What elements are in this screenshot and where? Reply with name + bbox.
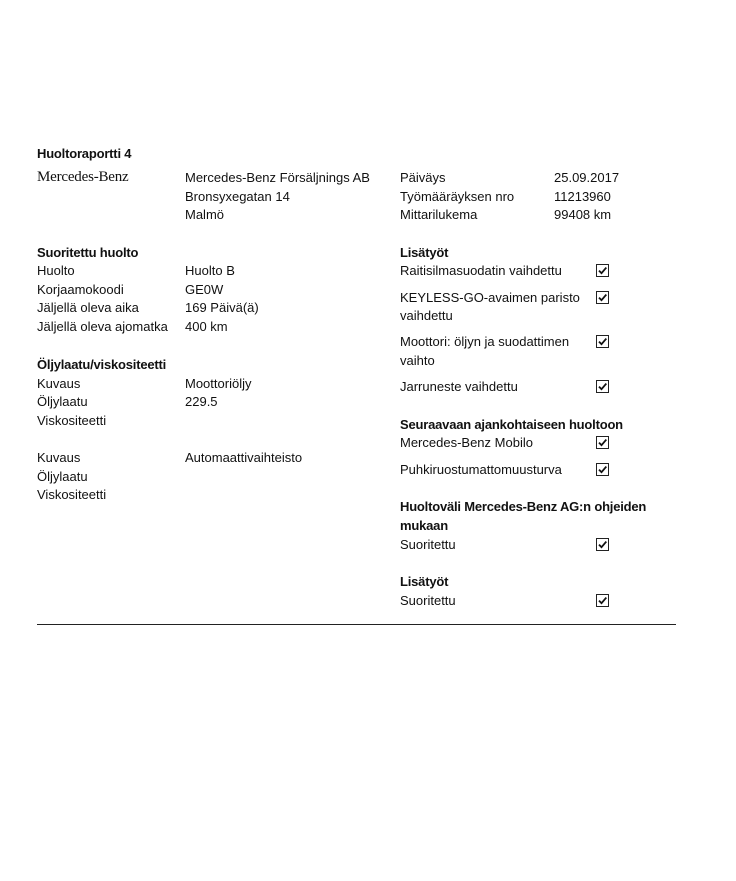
date-value: 25.09.2017 bbox=[554, 170, 620, 185]
checkmark-icon bbox=[597, 595, 608, 606]
interval-done-label: Suoritettu bbox=[400, 537, 456, 552]
remaining-distance-label: Jäljellä oleva ajomatka bbox=[37, 319, 168, 334]
next-service-heading: Seuraavaan ajankohtaiseen huoltoon bbox=[400, 417, 623, 432]
extra-work2-heading: Lisätyöt bbox=[400, 574, 449, 589]
extra-work-item-1-label: Raitisilmasuodatin vaihdettu bbox=[400, 263, 562, 278]
oil-heading: Öljylaatu/viskositeetti bbox=[37, 357, 167, 372]
interval-heading: Huoltoväli Mercedes-Benz AG:n ohjeiden bbox=[400, 499, 647, 514]
extra-work-item-3-label: Moottori: öljyn ja suodattimen bbox=[400, 334, 570, 349]
checkmark-icon bbox=[597, 539, 608, 550]
oil2-viscosity-label: Viskositeetti bbox=[37, 487, 107, 502]
dealer-city: Malmö bbox=[185, 207, 225, 222]
extra-work-item-2-label: KEYLESS-GO-avaimen paristo bbox=[400, 290, 580, 305]
dealer-street: Bronsyxegatan 14 bbox=[185, 189, 290, 204]
checkmark-icon bbox=[597, 464, 608, 475]
dealer-name: Mercedes-Benz Försäljnings AB bbox=[185, 170, 370, 185]
extra-work-item-1-checkbox[interactable] bbox=[596, 264, 609, 277]
checkmark-icon bbox=[597, 437, 608, 448]
order-number-label: Työmääräyksen nro bbox=[400, 189, 515, 204]
oil2-description-label: Kuvaus bbox=[37, 450, 81, 465]
checkmark-icon bbox=[597, 292, 608, 303]
rust-warranty-checkbox[interactable] bbox=[596, 463, 609, 476]
date-label: Päiväys bbox=[400, 170, 446, 185]
interval-heading-cont: mukaan bbox=[400, 518, 448, 533]
report-title: Huoltoraportti 4 bbox=[37, 146, 132, 161]
checkmark-icon bbox=[597, 336, 608, 347]
order-number-value: 11213960 bbox=[554, 189, 611, 204]
remaining-distance-value: 400 km bbox=[185, 319, 228, 334]
oil1-description-label: Kuvaus bbox=[37, 376, 81, 391]
mileage-label: Mittarilukema bbox=[400, 207, 478, 222]
mercedes-benz-logo: Mercedes-Benz bbox=[37, 169, 129, 185]
extra-work-item-4-label: Jarruneste vaihdettu bbox=[400, 379, 518, 394]
mileage-value: 99408 km bbox=[554, 207, 612, 222]
rust-warranty-label: Puhkiruostumattomuusturva bbox=[400, 462, 562, 477]
remaining-time-label: Jäljellä oleva aika bbox=[37, 300, 139, 315]
service-type-value: Huolto B bbox=[185, 263, 235, 278]
mobilo-checkbox[interactable] bbox=[596, 436, 609, 449]
extra-work-item-3-label-cont: vaihto bbox=[400, 353, 435, 368]
oil1-quality-value: 229.5 bbox=[185, 394, 218, 409]
extra-work2-done-label: Suoritettu bbox=[400, 593, 456, 608]
extra-work2-done-checkbox[interactable] bbox=[596, 594, 609, 607]
extra-work-item-3-checkbox[interactable] bbox=[596, 335, 609, 348]
oil1-viscosity-label: Viskositeetti bbox=[37, 413, 107, 428]
remaining-time-value: 169 Päivä(ä) bbox=[185, 300, 259, 315]
workshop-code-label: Korjaamokoodi bbox=[37, 282, 124, 297]
oil1-quality-label: Öljylaatu bbox=[37, 394, 88, 409]
extra-work-item-2-checkbox[interactable] bbox=[596, 291, 609, 304]
oil2-description-value: Automaattivaihteisto bbox=[185, 450, 303, 465]
oil1-description-value: Moottoriöljy bbox=[185, 376, 252, 391]
bottom-divider bbox=[37, 624, 676, 625]
checkmark-icon bbox=[597, 265, 608, 276]
interval-done-checkbox[interactable] bbox=[596, 538, 609, 551]
workshop-code-value: GE0W bbox=[185, 282, 224, 297]
extra-work-item-2-label-cont: vaihdettu bbox=[400, 308, 453, 323]
mobilo-label: Mercedes-Benz Mobilo bbox=[400, 435, 533, 450]
checkmark-icon bbox=[597, 381, 608, 392]
service-heading: Suoritettu huolto bbox=[37, 245, 139, 260]
extra-work-heading: Lisätyöt bbox=[400, 245, 449, 260]
service-type-label: Huolto bbox=[37, 263, 75, 278]
oil2-quality-label: Öljylaatu bbox=[37, 469, 88, 484]
extra-work-item-4-checkbox[interactable] bbox=[596, 380, 609, 393]
